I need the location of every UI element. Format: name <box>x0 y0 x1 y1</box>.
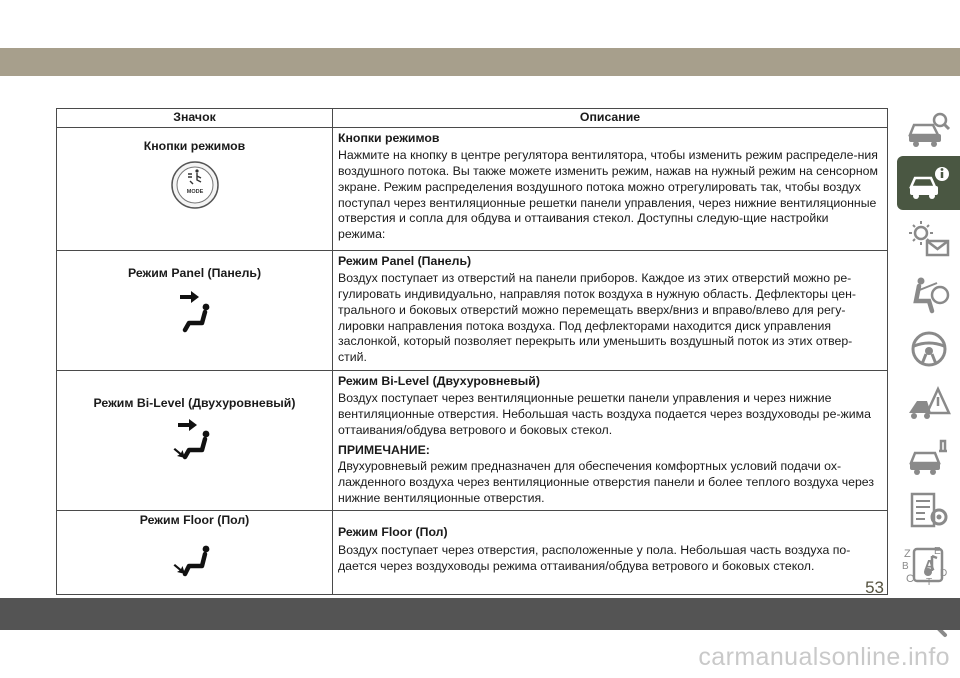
description-text: Нажмите на кнопку в центре регулятора вентилятора, чтобы изменить режим распределе-ния воздушного потока. Вы также можете изменить режим, нажав на нужный режим на сенсорном экране. Режим распределения воздушного потока можно отрегулировать так, чтобы воздух поступал через вентиляционные решетки панели управления, через нижние вентиляционные отверстия и сопла для обдува и оттаивания стекол. Доступны следую-щие настройки режима: <box>338 148 878 241</box>
note-text: Двухуровневый режим предназначен для обеспечения комфортных условий подачи ох-лажденного воздуха через вентиляционные отверстия панели и более теплого воздуха через нижние вентиляционные отверстия. <box>338 459 874 505</box>
description-cell <box>333 127 888 250</box>
car-service-icon <box>907 437 951 477</box>
icon-cell <box>57 511 333 595</box>
index-letter: A <box>924 557 935 574</box>
table-row <box>57 127 888 250</box>
index-letter: Z <box>904 548 911 560</box>
index-letter: E <box>934 546 941 557</box>
header-band <box>0 48 960 76</box>
car-info-icon <box>907 163 951 203</box>
description-text: Воздух поступает из отверстий на панели приборов. Каждое из этих отверстий можно ре-гулировать индивидуально, направляя поток воздуха в нужную область. Дефлекторы цен-трального и боковых отверстий можно перемещать вверх/вниз и вправо/влево для регу-лировки направления потока воздуха. Под дефлекторами находится диск управления заслонкой, который позволяет перекрыть или уменьшить воздушный поток из этих отвер-стий. <box>338 271 857 364</box>
column-header-icon: Значок <box>57 109 333 128</box>
mode-button-icon <box>170 160 220 210</box>
index-letter: B <box>902 561 909 572</box>
table-row <box>57 250 888 370</box>
panel-mode-icon <box>175 285 215 333</box>
footer-band <box>0 598 960 630</box>
index-letter: D <box>940 568 948 579</box>
airbag-seat-icon <box>907 275 951 315</box>
svg-text:MODE: MODE <box>186 189 203 196</box>
icon-cell <box>57 127 333 250</box>
index-letter: C <box>906 573 914 585</box>
language-index-icon[interactable] <box>898 546 960 592</box>
steering-wheel-icon <box>907 329 951 369</box>
icon-label: Режим Floor (Пол) <box>139 513 250 528</box>
mode-table <box>56 108 888 595</box>
tab-servicing-maintenance[interactable] <box>897 430 960 484</box>
car-search-icon <box>907 109 951 149</box>
bilevel-mode-icon <box>172 415 218 463</box>
table-header-row <box>57 109 888 128</box>
icon-label: Режим Bi-Level (Двухуровневый) <box>93 395 296 410</box>
icon-cell <box>57 250 333 370</box>
tab-safety[interactable] <box>897 268 960 322</box>
description-cell <box>333 370 888 511</box>
watermark-text: carmanualsonline.info <box>698 642 950 671</box>
description-text: Воздух поступает через отверстия, расположенные у пола. Небольшая часть воздуха по-дается через воздуховоды режима оттаивания/обдува ветрового и боковых стекол. <box>338 542 851 573</box>
page-number: 53 <box>865 578 884 597</box>
tab-in-case-of-emergency[interactable] <box>897 376 960 430</box>
icon-label: Режим Panel (Панель) <box>127 265 262 280</box>
tab-controls-info[interactable] <box>897 156 960 210</box>
description-title: Режим Bi-Level (Двухуровневый) <box>338 373 540 388</box>
description-title: Кнопки режимов <box>338 130 440 145</box>
table-row <box>57 511 888 595</box>
table-row <box>57 370 888 511</box>
tab-starting-operating[interactable] <box>897 322 960 376</box>
description-text: Воздух поступает через вентиляционные решетки панели управления и через нижние вентиляционные отверстия. Небольшая часть воздуха подается через воздуховоды ре-жима оттаивания/обдува ветрового и боковых стекол. <box>338 391 871 437</box>
description-title: Режим Floor (Пол) <box>338 525 448 540</box>
description-title: Режим Panel (Панель) <box>338 253 472 268</box>
icon-cell <box>57 370 333 511</box>
maintenance-list-icon <box>907 491 951 531</box>
icon-label: Кнопки режимов <box>143 138 246 153</box>
tab-getting-to-know-vehicle[interactable] <box>897 102 960 156</box>
description-cell <box>333 250 888 370</box>
floor-mode-icon <box>172 537 218 585</box>
note-title: ПРИМЕЧАНИЕ: <box>338 443 430 458</box>
column-header-description: Описание <box>333 109 888 128</box>
tab-technical-specifications[interactable] <box>897 484 960 538</box>
emergency-triangle-icon <box>907 383 951 423</box>
index-letter: T <box>926 577 933 588</box>
tab-warning-lights[interactable] <box>897 212 960 266</box>
chapter-sidebar <box>897 100 960 600</box>
description-cell <box>333 511 888 595</box>
warning-lights-message-icon <box>907 219 951 259</box>
